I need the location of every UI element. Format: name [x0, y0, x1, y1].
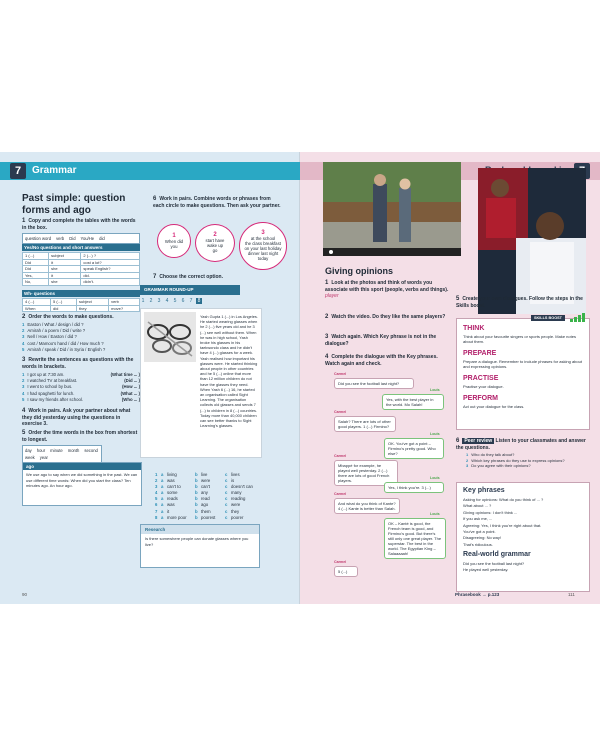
- key-phrase: Agreeing: Yes, I think you're right about that.: [463, 522, 542, 528]
- ago-box-title: ago: [23, 463, 141, 470]
- speaker-name: Louis: [430, 432, 440, 436]
- option-word: read: [201, 496, 210, 502]
- option-word: can't: [201, 484, 210, 490]
- speaker-name: Carmel: [334, 410, 347, 414]
- task-5: 5 Order the time words in the box from shortest to longest.: [22, 430, 138, 443]
- practise-body: Practise your dialogue.: [463, 384, 504, 389]
- key-phrase: That's ridiculous.: [463, 541, 493, 547]
- circle-word: dinner last night: [247, 251, 279, 256]
- round-number: 3: [157, 298, 161, 304]
- option-number: 7: [155, 508, 158, 514]
- list-item: 3 I went to school by bus. (How ... ): [22, 384, 140, 390]
- item-text: Amirah / speak / Did / in Syria / English ?: [27, 346, 106, 352]
- item-text: Nell / How / Easton / did ?: [27, 334, 77, 340]
- option-number: 5: [155, 496, 158, 502]
- option-word: lives: [231, 472, 240, 477]
- research-body: Is there somewhere people can donate glasses where you live?: [145, 536, 249, 547]
- list-item: 4 cost / Mamoo's hand / did / How much ?: [22, 340, 104, 346]
- task-5-text: Order the time words in the box from shortest to longest.: [22, 430, 138, 443]
- list-item: 1 I got up at 7:30 am. (What time ... ): [22, 372, 140, 377]
- r-task-6-text: Listen to your classmates and answer the questions.: [456, 438, 586, 451]
- skills-boost-box: [456, 318, 590, 430]
- list-item: 3 Nell / How / Easton / did ?: [22, 334, 77, 340]
- word-circles: [155, 222, 290, 264]
- option-number: 6: [155, 502, 158, 508]
- option-number: 4: [155, 490, 158, 496]
- speaker-name: Louis: [430, 388, 440, 392]
- item-prompt: (How ... ): [122, 384, 140, 390]
- circle-number: 2: [213, 232, 217, 238]
- real-world-grammar-list: [463, 561, 587, 574]
- item-text: cost / Mamoo's hand / did / How much ?: [27, 340, 104, 346]
- option-word: ago: [201, 502, 209, 508]
- circle-word: the class: [245, 241, 263, 246]
- r-task-5-text: Create your own dialogues. Follow the steps in the Skills boost.: [456, 296, 583, 309]
- option-letter: a: [161, 472, 164, 477]
- list-item: 5 Amirah / speak / Did / in Syria / English ?: [22, 346, 106, 352]
- prepare-heading: PREPARE: [463, 350, 497, 357]
- item-text: Amirah / a poem / Did / write ?: [27, 328, 86, 334]
- round-number: 7: [189, 298, 193, 304]
- r-task-4-text: Complete the dialogue with the Key phrases. Watch again and check.: [325, 354, 438, 367]
- list-item: 4 I had spaghetti for lunch. (What ... ): [22, 390, 140, 396]
- speaker-name: Carmel: [334, 372, 347, 376]
- word: question word: [25, 236, 52, 241]
- option-word: living: [167, 472, 177, 477]
- option-letter: b: [195, 502, 198, 508]
- option-word: were: [231, 502, 241, 508]
- think-body: Think about your favourite singers or sports people. Make notes about them.: [463, 334, 576, 344]
- skills-boost-tag: SKILLS BOOST: [531, 315, 565, 321]
- option-letter: c: [225, 478, 228, 484]
- list-item: 2 Amirah / a poem / Did / write ?: [22, 328, 86, 334]
- round-number: 4: [165, 298, 169, 304]
- speaker-name: Louis: [430, 476, 440, 480]
- circle-3: [239, 222, 287, 270]
- option-letter: b: [195, 484, 198, 490]
- item-prompt: (Who ... ): [121, 396, 140, 402]
- word: did: [99, 236, 105, 241]
- r-task-1: 1 Look at the photos and think of words you associate with this sport (people, verbs and things). player: [325, 280, 453, 300]
- page-title: Past simple: question forms and ago: [22, 193, 126, 216]
- circle-word: on your last holiday: [244, 246, 282, 251]
- dialogue-bubble: Did you see the football last night?: [334, 378, 414, 389]
- perform-heading: PERFORM: [463, 395, 498, 402]
- option-number: 1: [155, 472, 158, 477]
- option-word: it: [167, 508, 170, 514]
- dialogue-bubble: Salah? There are lots of other good players. 1 (...) Firmino?: [334, 416, 396, 432]
- key-phrase: You've got a point.: [463, 529, 496, 535]
- r-task-4: 4 Complete the dialogue with the Key phrases. Watch again and check.: [325, 354, 438, 367]
- option-word: was: [167, 502, 175, 508]
- key-phrase: Giving opinions: I don't think ...: [463, 509, 518, 515]
- item-text: Who do they talk about?: [471, 452, 515, 457]
- option-word: was: [167, 478, 175, 484]
- word: day: [25, 448, 32, 453]
- reading-text: [144, 314, 258, 428]
- speaking-title: Giving opinions: [325, 266, 393, 276]
- option-letter: a: [161, 508, 164, 514]
- task-2-list: [22, 322, 140, 353]
- circle-word: have: [215, 238, 225, 243]
- option-word: is: [231, 478, 235, 484]
- option-word: doesn't can: [231, 484, 253, 490]
- key-phrases-title: Key phrases: [463, 487, 505, 494]
- circle-word: at the school: [250, 236, 276, 241]
- round-number: 1: [141, 298, 145, 304]
- dialogue-bubble: Mbappé for example, he played well yesterday. 2 (...) there are lots of good French players.: [334, 460, 398, 486]
- circle-word: wake up: [206, 243, 223, 248]
- key-phrases-box: [456, 482, 590, 592]
- option-number: 3: [155, 484, 158, 490]
- option-word: they: [231, 508, 240, 514]
- speaker-name: Carmel: [334, 454, 347, 458]
- option-letter: a: [161, 514, 164, 520]
- roundup-numbers: [140, 298, 202, 304]
- task-3: 3 Rewrite the sentences as questions with the words in brackets.: [22, 357, 134, 370]
- circle-word: start: [205, 238, 214, 243]
- option-letter: b: [195, 508, 198, 514]
- option-word: poorer: [231, 514, 244, 520]
- option-letter: c: [225, 502, 228, 508]
- word: You/He: [80, 236, 95, 241]
- ago-box: [22, 462, 142, 506]
- task-6-text: Work in pairs. Combine words or phrases from each circle to make questions. Then ask your partner.: [153, 196, 281, 209]
- item-text: Do you agree with their opinions?: [471, 463, 531, 468]
- option-letter: b: [195, 514, 198, 520]
- word: hour: [36, 448, 46, 453]
- circle-word: When did: [164, 238, 184, 244]
- research-title: Research: [141, 525, 259, 534]
- r-task-3-text: Watch again. Which Key phrase is not in the dialogue?: [325, 334, 437, 347]
- circle-word: go: [212, 248, 218, 253]
- task-4: 4 Work in pairs. Ask your partner about what they did yesterday using the questions in exercise 3.: [22, 408, 131, 427]
- grammar-line: He played well yesterday.: [463, 567, 509, 573]
- grammar-table-2: 4 (...) 5 (...) subject verb When did they move?: [22, 298, 140, 312]
- option-word: some: [167, 490, 178, 496]
- task-6: 6 Work in pairs. Combine words or phrases from each circle to make questions. Then ask your partner.: [153, 196, 281, 209]
- real-world-grammar-title: Real-world grammar: [463, 551, 531, 558]
- option-letter: a: [161, 502, 164, 508]
- dialogue-bubble: Yes, I think you're. 3 (...): [384, 482, 444, 493]
- list-item: 5 I saw my friends after school. (Who ... ): [22, 396, 140, 402]
- key-phrase: If you ask me, ...: [463, 516, 493, 522]
- option-letter: c: [225, 508, 228, 514]
- prepare-body: Prepare a dialogue. Remember to include phrases for asking about and expressing opinions.: [463, 359, 582, 369]
- option-word: live: [201, 472, 208, 477]
- r-task-5: 5 Create your own dialogues. Follow the steps in the Skills boost.: [456, 296, 583, 309]
- option-letter: b: [195, 478, 198, 484]
- item-text: Easton / What / design / did ?: [27, 322, 84, 327]
- grammar-line: Did you see the football last night?: [463, 561, 525, 566]
- r-task-2-text: Watch the video. Do they like the same players?: [331, 314, 446, 320]
- speaker-name: Louis: [430, 512, 440, 516]
- item-text: I watched TV at breakfast.: [27, 378, 78, 384]
- circle-number: 3: [261, 230, 265, 236]
- r-task-1-example: player: [325, 293, 339, 299]
- list-item: 2 I watched TV at breakfast. (Did ... ): [22, 378, 140, 384]
- circle-2: [195, 224, 235, 262]
- grammar-roundup-header: GRAMMAR ROUND-UP: [140, 285, 240, 295]
- speaker-name: Carmel: [334, 560, 347, 564]
- unit-badge: 7: [10, 163, 26, 179]
- word-box-5: [22, 445, 102, 463]
- task-3-list: [22, 372, 140, 403]
- table-header-2: Wh- questions: [22, 290, 140, 297]
- task-7: 7 Choose the correct option.: [153, 274, 223, 280]
- item-text: I got up at 7:30 am.: [27, 372, 65, 377]
- circle-number: 1: [172, 232, 176, 239]
- task-4-text: Work in pairs. Ask your partner about what they did yesterday using the questions in exercise 3.: [22, 408, 131, 427]
- option-word: them: [201, 508, 211, 514]
- dialogue-bubble: OK – Kanté is good, the French team is good, and Firmino's good. But there's still only one great player. The superstar. The best in the world. The Egyptian King – Salaaaaah!: [384, 518, 446, 559]
- list-item: 1 Who do they talk about?: [466, 452, 515, 457]
- table-header: Yes/No questions and short answers: [22, 244, 140, 251]
- word: Did: [69, 236, 76, 241]
- dialogue-bubble: 5 (...): [334, 566, 358, 577]
- word: week: [25, 455, 35, 460]
- task-2: 2 Order the words to make questions.: [22, 314, 114, 320]
- students-photo: [323, 162, 461, 256]
- section-title: Grammar: [32, 165, 77, 176]
- peer-review-tag: Peer review: [464, 438, 493, 444]
- option-letter: c: [225, 490, 228, 496]
- option-letter: a: [161, 490, 164, 496]
- option-word: poorest: [201, 514, 216, 520]
- task-7-text: Choose the correct option.: [159, 274, 223, 280]
- option-word: any: [201, 490, 208, 496]
- speaker-name: Carmel: [334, 492, 347, 496]
- circle-word: you: [170, 243, 178, 249]
- word: year: [39, 455, 48, 460]
- option-letter: c: [225, 484, 228, 490]
- r-task-6-list: [466, 452, 586, 469]
- round-number: 5: [173, 298, 177, 304]
- word-box-1: [22, 233, 140, 244]
- word: minute: [50, 448, 63, 453]
- footballers-photo: [478, 168, 586, 314]
- word: second: [84, 448, 98, 453]
- task-1-text: Copy and complete the tables with the words in the box.: [22, 218, 136, 231]
- option-number: 8: [155, 514, 158, 520]
- item-prompt: (Did ... ): [124, 378, 140, 384]
- option-word: reads: [167, 496, 178, 502]
- page-number-right: 111: [568, 592, 575, 597]
- circle-word: today: [257, 256, 269, 261]
- phrasebook-link[interactable]: Phrasebook → p.123: [455, 592, 500, 597]
- option-letter: a: [161, 484, 164, 490]
- practise-heading: PRACTISE: [463, 375, 499, 382]
- option-letter: a: [161, 478, 164, 484]
- item-text: Which key phrases do they use to express opinions?: [471, 457, 565, 463]
- word: month: [67, 448, 80, 453]
- option-word: more poor: [167, 514, 187, 520]
- think-heading: THINK: [463, 325, 485, 332]
- r-task-6: 6 Peer review Listen to your classmates and answer the questions.: [456, 438, 586, 451]
- dialogue-bubble: OK. You've got a point – Firmino's pretty good. Who else?: [384, 438, 444, 459]
- option-letter: c: [225, 472, 228, 477]
- key-phrase: Disagreeing: No way!: [463, 535, 502, 541]
- round-number: 8: [197, 298, 201, 304]
- r-task-2: 2 Watch the video. Do they like the same players?: [325, 314, 446, 320]
- round-number: 6: [181, 298, 185, 304]
- circle-1: [157, 224, 191, 258]
- r-task-1-text: Look at the photos and think of words you associate with this sport (people, verbs and things).: [325, 280, 449, 293]
- option-letter: c: [225, 496, 228, 502]
- item-prompt: (What ... ): [120, 390, 140, 396]
- list-item: 3 Do you agree with their opinions?: [466, 463, 531, 468]
- option-letter: b: [195, 490, 198, 496]
- item-prompt: (What time ... ): [110, 372, 140, 377]
- item-text: I saw my friends after school.: [27, 396, 84, 402]
- list-item: 2 Which key phrases do they use to express opinions?: [466, 457, 565, 463]
- key-phrase: Asking for opinions: What do you think of ... ?: [463, 497, 544, 502]
- option-word: many: [231, 490, 242, 496]
- key-phrase: What about ... ?: [463, 503, 492, 509]
- circle-word: breakfast: [263, 241, 281, 246]
- r-task-3: 3 Watch again. Which Key phrase is not in the dialogue?: [325, 334, 437, 347]
- dialogue-bubble: And what do you think of Kante? 4 (...) Kante is better than Salah.: [334, 498, 400, 514]
- option-letter: b: [195, 496, 198, 502]
- signal-bars-icon: [570, 313, 585, 322]
- perform-body: Act out your dialogue for the class.: [463, 404, 525, 409]
- dialogue-bubble: Yes, with the best player in the world. Mo Salah!: [382, 394, 444, 410]
- option-word: reading: [231, 496, 246, 502]
- grammar-table: 1 (...) subject 2 (...) ? Did it cost a lot? Did she speak English? Yes, it did. No, she didn't.: [22, 252, 140, 286]
- options-grid: [155, 472, 265, 521]
- option-word: can't to: [167, 484, 181, 490]
- key-phrases-list: [463, 497, 587, 548]
- task-3-text: Rewrite the sentences as questions with the words in brackets.: [22, 357, 134, 370]
- research-box: [140, 524, 260, 568]
- round-number: 2: [149, 298, 153, 304]
- option-letter: b: [195, 472, 198, 477]
- task-1: 1 Copy and complete the tables with the words in the box.: [22, 218, 136, 231]
- page-number-left: 90: [22, 592, 28, 597]
- option-letter: c: [225, 514, 228, 520]
- item-text: I went to school by bus.: [27, 384, 73, 390]
- task-2-text: Order the words to make questions.: [28, 314, 114, 320]
- reading-body: Yash Gupta 1 (...) in Los Angeles. He started wearing glasses when he 2 (...) five years old and he 3 (...) see well without them. When he was in high school, Yash broke his glasses in his taekwondo class and he didn't have 4 (...) glasses for a week. Yash realised how important his glasses were. He started thinking about people in other countries and he 5 (...) online that more than 12 million children do not have the glasses they need. When Yash 6 (...) 16, he started an organisation called Sight Learning. The organisation collects old glasses and sends 7 (...) to children in 8 (...) countries. Today more than 40,000 children can see better thanks to Sight Learning's glasses.: [200, 314, 258, 429]
- option-number: 2: [155, 478, 158, 484]
- word: verb: [56, 236, 65, 241]
- ago-box-body: We use ago to say when we did something in the past. We can use different time words: When did you start the class? Ten minutes ago. An hour ago.: [26, 472, 138, 488]
- list-item: 1 Easton / What / design / did ?: [22, 322, 84, 327]
- option-letter: a: [161, 496, 164, 502]
- option-word: were: [201, 478, 211, 484]
- item-text: I had spaghetti for lunch.: [27, 390, 75, 396]
